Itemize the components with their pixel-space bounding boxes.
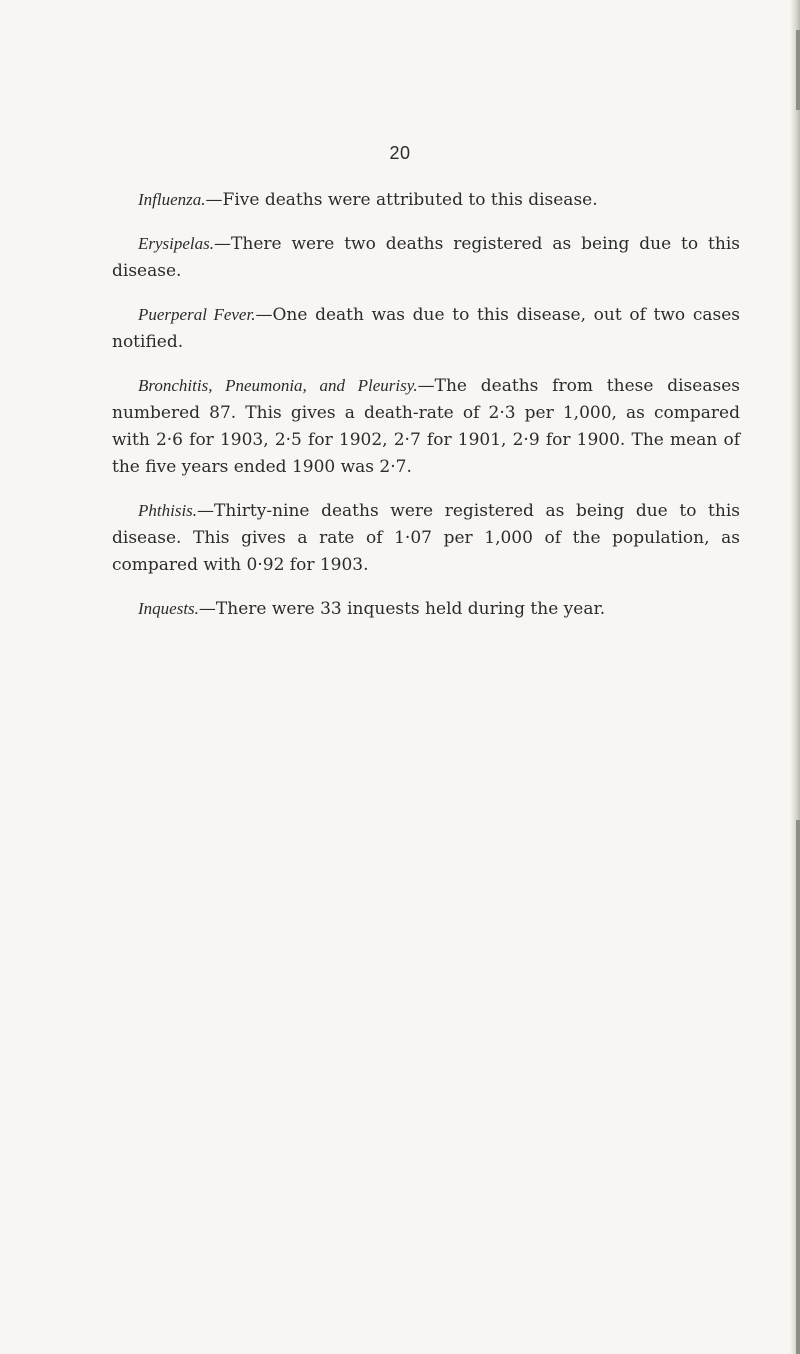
heading-puerperal-fever: Puerperal Fever. (138, 305, 256, 324)
page-edge-mark-upper (796, 30, 800, 110)
heading-inquests: Inquests. (138, 599, 199, 618)
page-number: 20 (389, 143, 411, 163)
body-text (112, 186, 740, 639)
text-erysipelas: —There were two deaths registered as being due to this disease. (112, 234, 740, 281)
heading-phthisis: Phthisis. (138, 501, 198, 520)
heading-bronchitis-pneumonia-pleurisy: Bronchitis, Pneumonia, and Pleurisy. (138, 376, 418, 395)
paragraph-influenza (112, 186, 740, 214)
text-inquests: —There were 33 inquests held during the year. (198, 599, 606, 619)
text-influenza: —Five deaths were attributed to this disease. (205, 190, 598, 210)
text-phthisis: —Thirty-nine deaths were registered as being due to this disease. This gives a rate of 1·07 per 1,000 of the population, as compared with 0·92 for 1903. (112, 501, 740, 575)
heading-erysipelas: Erysipelas. (138, 234, 215, 253)
text-bronchitis-pneumonia-pleurisy: —The deaths from these diseases numbered 87. This gives a death-rate of 2·3 per 1,000, as compared with 2·6 for 1903, 2·5 for 1902, 2·7 for 1901, 2·9 for 1900. The mean of the five years ended 1900 was 2·7. (112, 376, 740, 477)
heading-influenza: Influenza. (138, 190, 206, 209)
paragraph-inquests (112, 595, 740, 623)
paragraph-erysipelas (112, 230, 740, 285)
paragraph-bronchitis-pneumonia-pleurisy (112, 372, 740, 481)
paragraph-puerperal-fever (112, 301, 740, 356)
text-puerperal-fever: —One death was due to this disease, out of two cases notified. (112, 305, 741, 352)
page-edge-mark-lower (796, 820, 800, 1354)
paragraph-phthisis (112, 497, 740, 579)
